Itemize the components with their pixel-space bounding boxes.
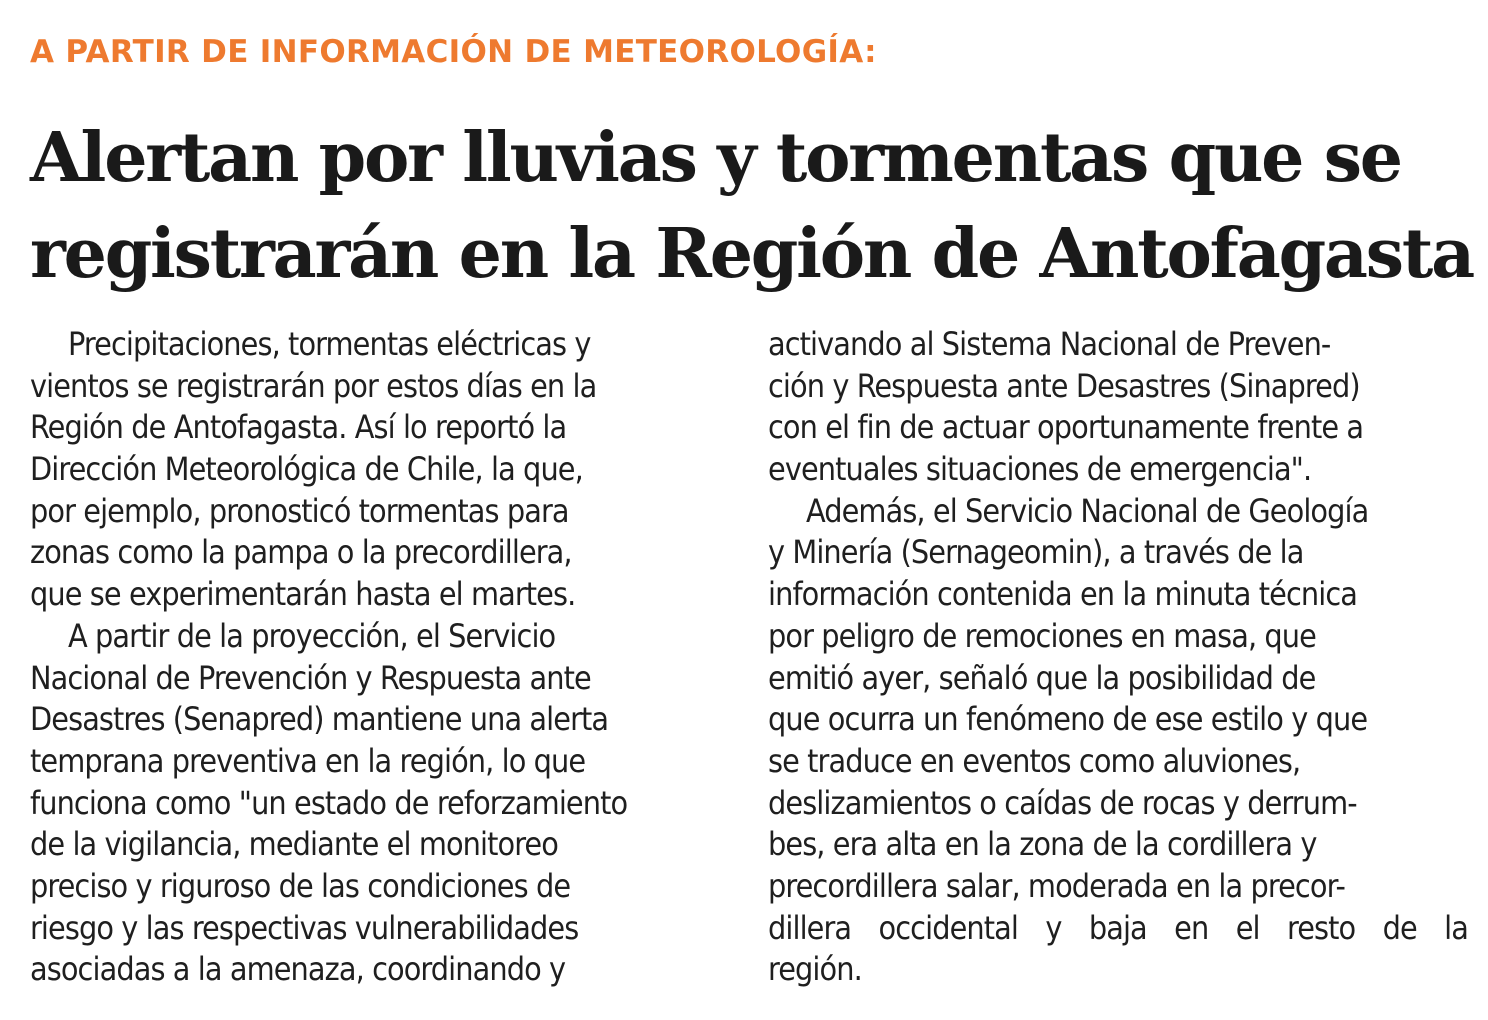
body-line: que se experimentarán hasta el martes. [30,575,576,614]
body-line: Precipitaciones, tormentas eléctricas y [68,325,591,363]
body-line: vientos se registrarán por estos días en la [30,366,597,405]
body-line: deslizamientos o caídas de rocas y derrum- [768,783,1357,822]
body-line: Dirección Meteorológica de Chile, la que, [30,450,583,489]
body-line: por peligro de remociones en masa, que [768,616,1316,655]
body-line: ción y Respuesta ante Desastres (Sinapred) [768,366,1360,405]
body-column-left [30,324,730,991]
body-line: Región de Antofagasta. Así lo reportó la [30,408,567,447]
body-line: por ejemplo, pronosticó tormentas para [30,491,569,530]
body-line: zonas como la pampa o la precordillera, [30,533,572,572]
headline [30,110,1473,302]
body-line: con el fin de actuar oportunamente frente a [768,408,1364,447]
body-line: eventuales situaciones de emergencia". [768,450,1312,489]
body-line: precordillera salar, moderada en la precor- [768,866,1345,905]
body-line: Nacional de Prevención y Respuesta ante [30,658,591,697]
headline-line-1: Alertan por lluvias y tormentas que se [30,118,1401,198]
body-line: bes, era alta en la zona de la cordillera y [768,825,1317,864]
body-line: riesgo y las respectivas vulnerabilidades [30,908,579,947]
body-line: Además, el Servicio Nacional de Geología [806,491,1369,530]
body-line: A partir de la proyección, el Servicio [68,616,556,655]
body-line: y Minería (Sernageomin), a través de la [768,533,1304,572]
body-line: preciso y riguroso de las condiciones de [30,866,571,905]
body-line: Desastres (Senapred) mantiene una alerta [30,700,609,739]
headline-line-2: registrarán en la Región de Antofagasta [30,214,1473,294]
kicker: A PARTIR DE INFORMACIÓN DE METEOROLOGÍA: [30,34,877,70]
body-line: temprana preventiva en la región, lo que [30,741,586,780]
body-line: región. [768,950,862,989]
body-line: funciona como "un estado de reforzamiento [30,783,628,822]
body-line: emitió ayer, señaló que la posibilidad de [768,658,1316,697]
body-line: dillera occidental y baja en el resto de la [768,908,1468,947]
body-line: información contenida en la minuta técnica [768,575,1358,614]
body-line: asociadas a la amenaza, coordinando y [30,950,566,989]
body-line: que ocurra un fenómeno de ese estilo y que [768,700,1368,739]
body-line: activando al Sistema Nacional de Preven- [768,325,1331,363]
body-line: se traduce en eventos como aluviones, [768,741,1301,780]
body-line: de la vigilancia, mediante el monitoreo [30,825,558,864]
body-column-right [768,324,1468,991]
